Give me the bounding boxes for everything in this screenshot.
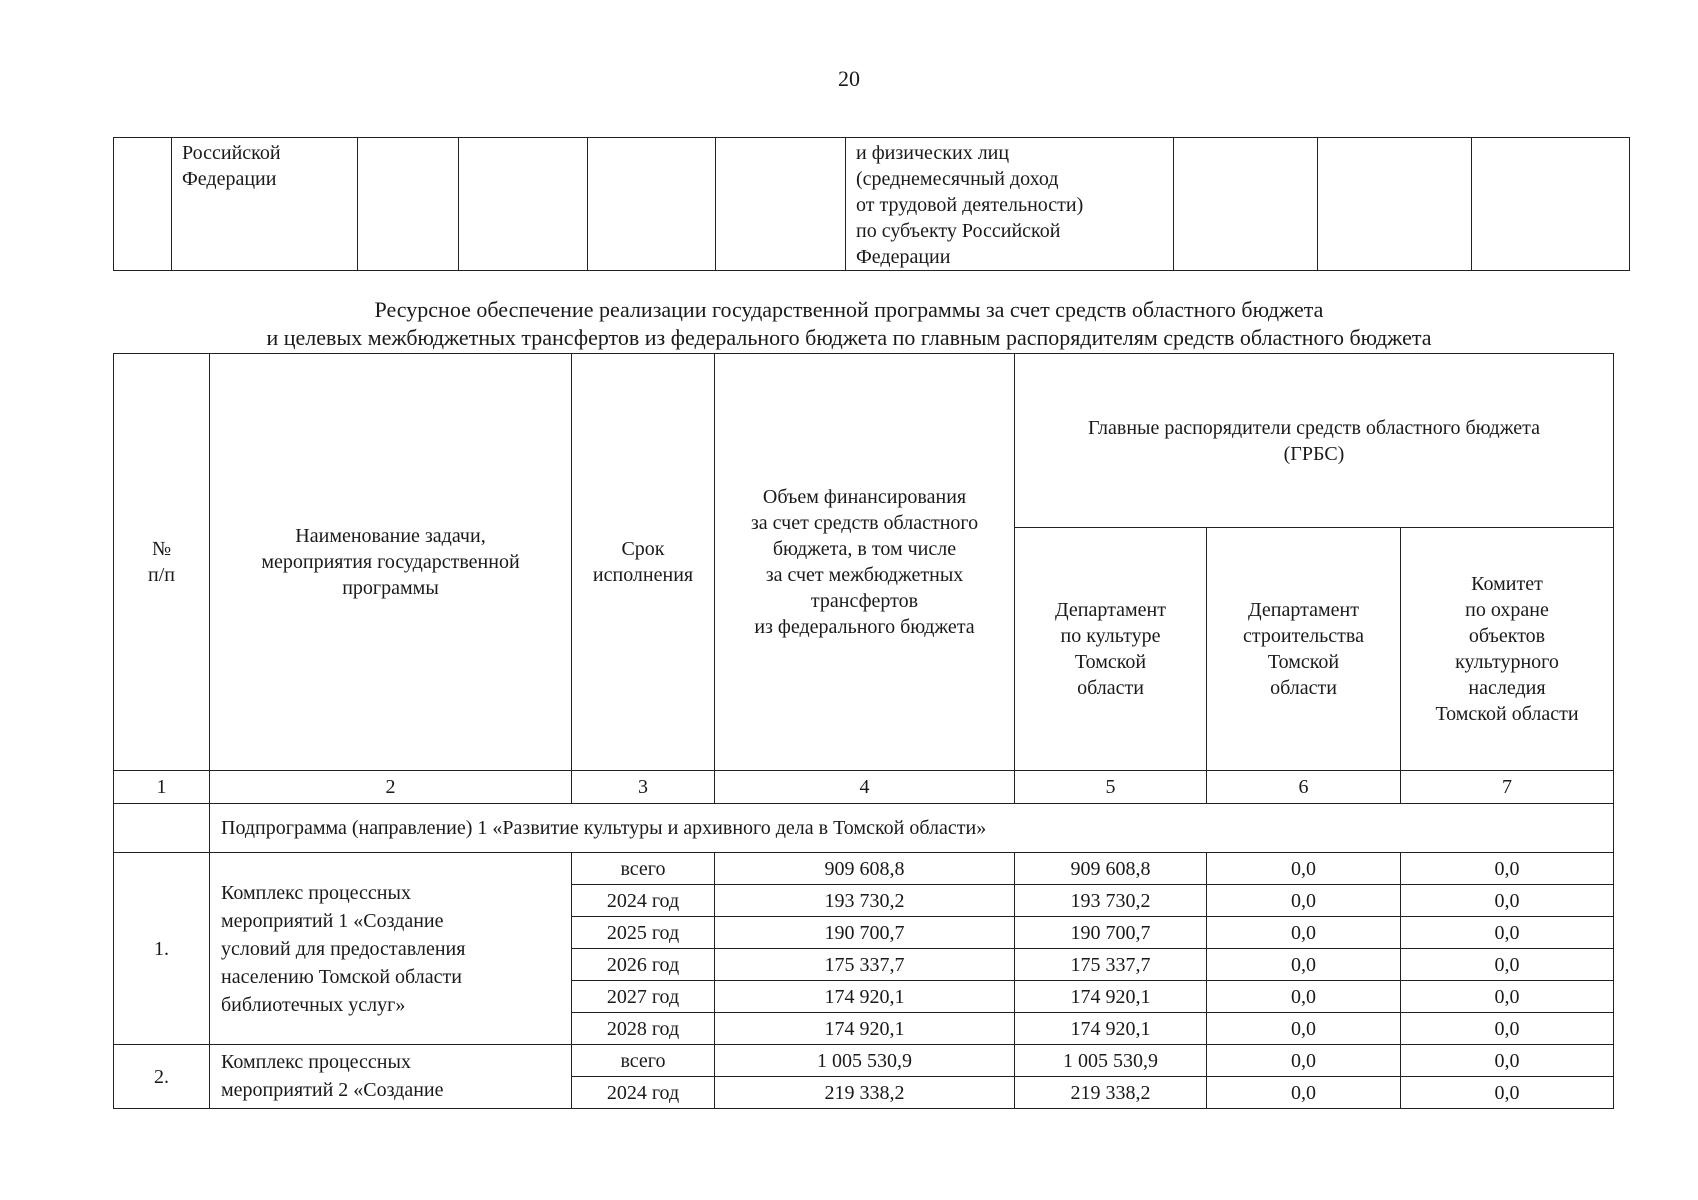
term-cell: 2025 год bbox=[572, 917, 715, 949]
previous-table-fragment bbox=[113, 137, 1630, 271]
construction-cell: 0,0 bbox=[1207, 853, 1401, 885]
term-cell: 2024 год bbox=[572, 1077, 715, 1109]
task-name-line: Комплекс процессных bbox=[221, 1051, 411, 1073]
term-cell: всего bbox=[572, 853, 715, 885]
task-name bbox=[210, 853, 572, 1045]
term-cell: 2024 год bbox=[572, 885, 715, 917]
prev-cell-9 bbox=[1318, 138, 1472, 271]
header-committee-line: наследия bbox=[1468, 677, 1546, 699]
header-dept-construction-line: Томской bbox=[1267, 651, 1340, 673]
volume-cell: 174 920,1 bbox=[715, 981, 1015, 1013]
construction-cell: 0,0 bbox=[1207, 1077, 1401, 1109]
prev-cell-4 bbox=[459, 138, 588, 271]
prev-cell-7-line: Федерации bbox=[856, 246, 951, 268]
prev-cell-7-line: по субъекту Российской bbox=[856, 220, 1061, 242]
prev-cell-6 bbox=[716, 138, 846, 271]
task-number: 1. bbox=[114, 853, 210, 1045]
culture-cell: 1 005 530,9 bbox=[1015, 1045, 1207, 1077]
header-term bbox=[572, 354, 715, 771]
committee-cell: 0,0 bbox=[1401, 1077, 1614, 1109]
header-dept-culture bbox=[1015, 528, 1207, 771]
prev-cell-7-line: от трудовой деятельности) bbox=[856, 194, 1084, 216]
column-number: 1 bbox=[114, 771, 210, 804]
prev-cell-2-line: Федерации bbox=[182, 168, 277, 190]
column-number: 4 bbox=[715, 771, 1015, 804]
header-row bbox=[114, 354, 1614, 528]
construction-cell: 0,0 bbox=[1207, 917, 1401, 949]
committee-cell: 0,0 bbox=[1401, 981, 1614, 1013]
task-name-line: населению Томской области bbox=[221, 965, 462, 988]
culture-cell: 909 608,8 bbox=[1015, 853, 1207, 885]
table-row bbox=[114, 853, 1614, 885]
section-title-line-2: и целевых межбюджетных трансфертов из федерального бюджета по главным распорядителям средств областного бюджета bbox=[266, 325, 1432, 350]
task-name-line: библиотечных услуг» bbox=[221, 993, 406, 1016]
header-volume-line: за счет средств областного bbox=[750, 512, 979, 534]
subprogram-row bbox=[114, 804, 1614, 853]
column-number: 3 bbox=[572, 771, 715, 804]
column-number: 6 bbox=[1207, 771, 1401, 804]
column-number: 5 bbox=[1015, 771, 1207, 804]
prev-cell-3 bbox=[358, 138, 459, 271]
header-num-line: п/п bbox=[148, 564, 175, 586]
header-num bbox=[114, 354, 210, 771]
header-grbs-line: (ГРБС) bbox=[1283, 442, 1345, 465]
header-dept-culture-line: области bbox=[1077, 677, 1144, 699]
header-dept-construction-line: Департамент bbox=[1248, 599, 1359, 621]
header-volume-line: трансфертов bbox=[810, 590, 919, 612]
volume-cell: 190 700,7 bbox=[715, 917, 1015, 949]
volume-cell: 174 920,1 bbox=[715, 1013, 1015, 1045]
header-volume-line: из федерального бюджета bbox=[754, 616, 975, 638]
header-dept-culture-line: по культуре bbox=[1060, 625, 1161, 647]
header-committee-line: культурного bbox=[1455, 651, 1559, 673]
table-row bbox=[114, 1045, 1614, 1077]
header-committee-line: Комитет bbox=[1471, 573, 1543, 595]
prev-cell-5 bbox=[588, 138, 716, 271]
volume-cell: 909 608,8 bbox=[715, 853, 1015, 885]
prev-cell-7 bbox=[846, 138, 1174, 271]
previous-table-row bbox=[114, 138, 1630, 271]
committee-cell: 0,0 bbox=[1401, 949, 1614, 981]
header-grbs bbox=[1015, 354, 1614, 528]
header-committee-line: объектов bbox=[1468, 625, 1546, 647]
header-dept-construction bbox=[1207, 528, 1401, 771]
task-name-line: Комплекс процессных bbox=[221, 881, 411, 904]
culture-cell: 190 700,7 bbox=[1015, 917, 1207, 949]
header-term-line: исполнения bbox=[592, 564, 694, 586]
construction-cell: 0,0 bbox=[1207, 981, 1401, 1013]
prev-cell-2 bbox=[172, 138, 358, 271]
prev-cell-7-line: (среднемесячный доход bbox=[856, 168, 1059, 190]
column-number: 7 bbox=[1401, 771, 1614, 804]
prev-cell-2-line: Российской bbox=[182, 142, 281, 164]
volume-cell: 175 337,7 bbox=[715, 949, 1015, 981]
culture-cell: 175 337,7 bbox=[1015, 949, 1207, 981]
term-cell: 2028 год bbox=[572, 1013, 715, 1045]
task-name-line: мероприятий 1 «Создание bbox=[221, 909, 444, 932]
prev-cell-7-line: и физических лиц bbox=[856, 142, 1010, 164]
culture-cell: 219 338,2 bbox=[1015, 1077, 1207, 1109]
header-grbs-line: Главные распорядители средств областного бюджета bbox=[1087, 416, 1541, 439]
construction-cell: 0,0 bbox=[1207, 1045, 1401, 1077]
subprogram-num-cell bbox=[114, 804, 210, 853]
task-name-line: условий для предоставления bbox=[221, 937, 466, 960]
committee-cell: 0,0 bbox=[1401, 853, 1614, 885]
header-dept-construction-line: строительства bbox=[1243, 625, 1364, 647]
task-name bbox=[210, 1045, 572, 1109]
header-name bbox=[210, 354, 572, 771]
header-name-line: Наименование задачи, bbox=[295, 525, 486, 547]
header-volume-line: за счет межбюджетных bbox=[765, 564, 964, 586]
volume-cell: 1 005 530,9 bbox=[715, 1045, 1015, 1077]
header-committee-line: Томской области bbox=[1435, 703, 1579, 725]
prev-cell-1 bbox=[114, 138, 172, 271]
construction-cell: 0,0 bbox=[1207, 885, 1401, 917]
prev-cell-10 bbox=[1472, 138, 1630, 271]
committee-cell: 0,0 bbox=[1401, 885, 1614, 917]
page-number: 20 bbox=[838, 66, 860, 91]
header-volume-line: бюджета, в том числе bbox=[772, 538, 957, 560]
culture-cell: 174 920,1 bbox=[1015, 981, 1207, 1013]
volume-cell: 219 338,2 bbox=[715, 1077, 1015, 1109]
task-name-line: мероприятий 2 «Создание bbox=[221, 1079, 444, 1101]
header-name-line: программы bbox=[342, 577, 439, 599]
header-num-line: № bbox=[151, 538, 172, 560]
term-cell: 2026 год bbox=[572, 949, 715, 981]
section-title-line-1: Ресурсное обеспечение реализации государственной программы за счет средств областного бюджета bbox=[374, 297, 1324, 322]
subprogram-title: Подпрограмма (направление) 1 «Развитие культуры и архивного дела в Томской области» bbox=[210, 804, 1614, 853]
construction-cell: 0,0 bbox=[1207, 949, 1401, 981]
resource-table bbox=[113, 353, 1614, 1109]
prev-cell-8 bbox=[1174, 138, 1318, 271]
volume-cell: 193 730,2 bbox=[715, 885, 1015, 917]
header-term-line: Срок bbox=[621, 538, 665, 560]
column-number: 2 bbox=[210, 771, 572, 804]
committee-cell: 0,0 bbox=[1401, 1045, 1614, 1077]
construction-cell: 0,0 bbox=[1207, 1013, 1401, 1045]
term-cell: всего bbox=[572, 1045, 715, 1077]
header-committee bbox=[1401, 528, 1614, 771]
header-volume bbox=[715, 354, 1015, 771]
column-numbers-row bbox=[114, 771, 1614, 804]
header-volume-line: Объем финансирования bbox=[762, 486, 967, 508]
committee-cell: 0,0 bbox=[1401, 917, 1614, 949]
committee-cell: 0,0 bbox=[1401, 1013, 1614, 1045]
header-committee-line: по охране bbox=[1465, 599, 1549, 621]
header-dept-construction-line: области bbox=[1270, 677, 1337, 699]
task-number: 2. bbox=[114, 1045, 210, 1109]
header-dept-culture-line: Томской bbox=[1074, 651, 1147, 673]
culture-cell: 174 920,1 bbox=[1015, 1013, 1207, 1045]
header-name-line: мероприятия государственной bbox=[261, 551, 520, 573]
term-cell: 2027 год bbox=[572, 981, 715, 1013]
culture-cell: 193 730,2 bbox=[1015, 885, 1207, 917]
header-dept-culture-line: Департамент bbox=[1055, 599, 1166, 621]
